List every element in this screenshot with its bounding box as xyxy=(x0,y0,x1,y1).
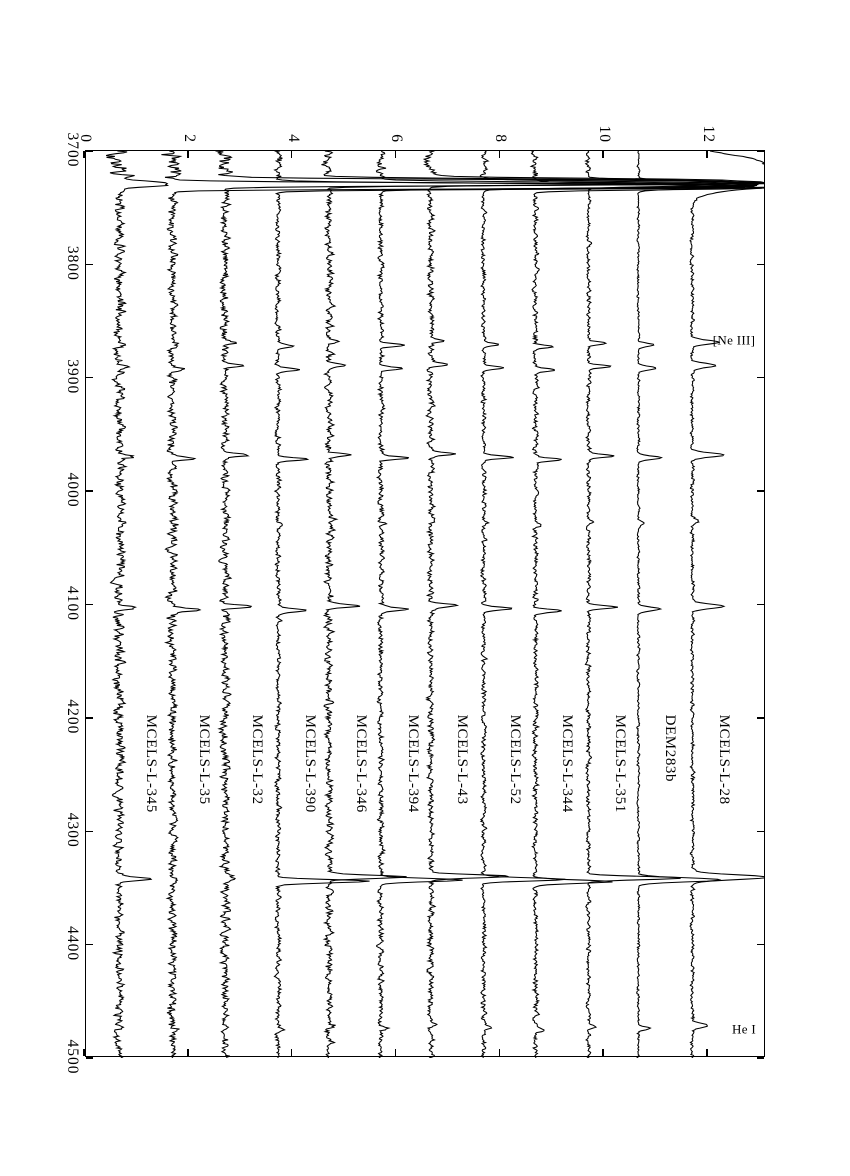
x-tick-label: 3900 xyxy=(64,359,81,395)
spectrum-trace-MCELS-L-35 xyxy=(161,151,731,1058)
spectrum-label: MCELS-L-52 xyxy=(507,714,524,805)
x-tick-label: 4200 xyxy=(64,699,81,735)
annotation-label: [Ne III] xyxy=(712,332,756,348)
y-tick-label: 2 xyxy=(180,134,198,143)
spectrum-trace-MCELS-L-394 xyxy=(376,151,757,1058)
spectrum-label: MCELS-L-351 xyxy=(612,714,629,813)
x-tick-label: 3800 xyxy=(64,245,81,281)
y-tick-label: 10 xyxy=(595,125,613,143)
x-tick-label: 4100 xyxy=(64,586,81,621)
spectrum-label: MCELS-L-390 xyxy=(301,714,318,813)
x-tick-label: 4300 xyxy=(64,812,81,848)
spectrum-label: MCELS-L-28 xyxy=(715,714,732,805)
spectrum-trace-MCELS-L-345 xyxy=(106,151,167,1058)
spectrum-trace-MCELS-L-344 xyxy=(531,151,762,1058)
x-tick-label: 4500 xyxy=(64,1039,81,1075)
spectrum-trace-MCELS-L-28 xyxy=(690,151,764,1058)
spectrum-trace-MCELS-L-32 xyxy=(216,151,765,1058)
annotation-label: He I xyxy=(732,1021,757,1037)
spectrum-label: DEM283b xyxy=(662,714,678,783)
spectrum-label: MCELS-L-344 xyxy=(559,714,576,813)
spectrum-label: MCELS-L-345 xyxy=(142,714,159,813)
spectrum-label: MCELS-L-346 xyxy=(352,714,369,813)
spectra-plot xyxy=(84,151,764,1058)
spectrum-trace-MCELS-L-346 xyxy=(322,151,765,1058)
y-tick-label: 4 xyxy=(284,134,302,143)
spectrum-label: MCELS-L-394 xyxy=(404,714,421,813)
spectrum-trace-DEM283b xyxy=(637,151,764,1058)
spectrum-trace-MCELS-L-351 xyxy=(585,151,758,1058)
spectrum-label: MCELS-L-43 xyxy=(454,714,471,805)
plot-area xyxy=(85,150,765,1057)
y-tick-label: 12 xyxy=(699,125,717,143)
x-tick-label: 4400 xyxy=(64,926,81,962)
x-tick-label: 3700 xyxy=(64,132,81,168)
y-tick-label: 6 xyxy=(388,134,406,143)
x-tick-label: 4000 xyxy=(64,472,81,508)
spectrum-label: MCELS-L-32 xyxy=(248,714,265,805)
spectrum-label: MCELS-L-35 xyxy=(195,714,212,805)
y-tick-label: 8 xyxy=(492,134,510,143)
y-tick-label: 0 xyxy=(76,134,94,143)
